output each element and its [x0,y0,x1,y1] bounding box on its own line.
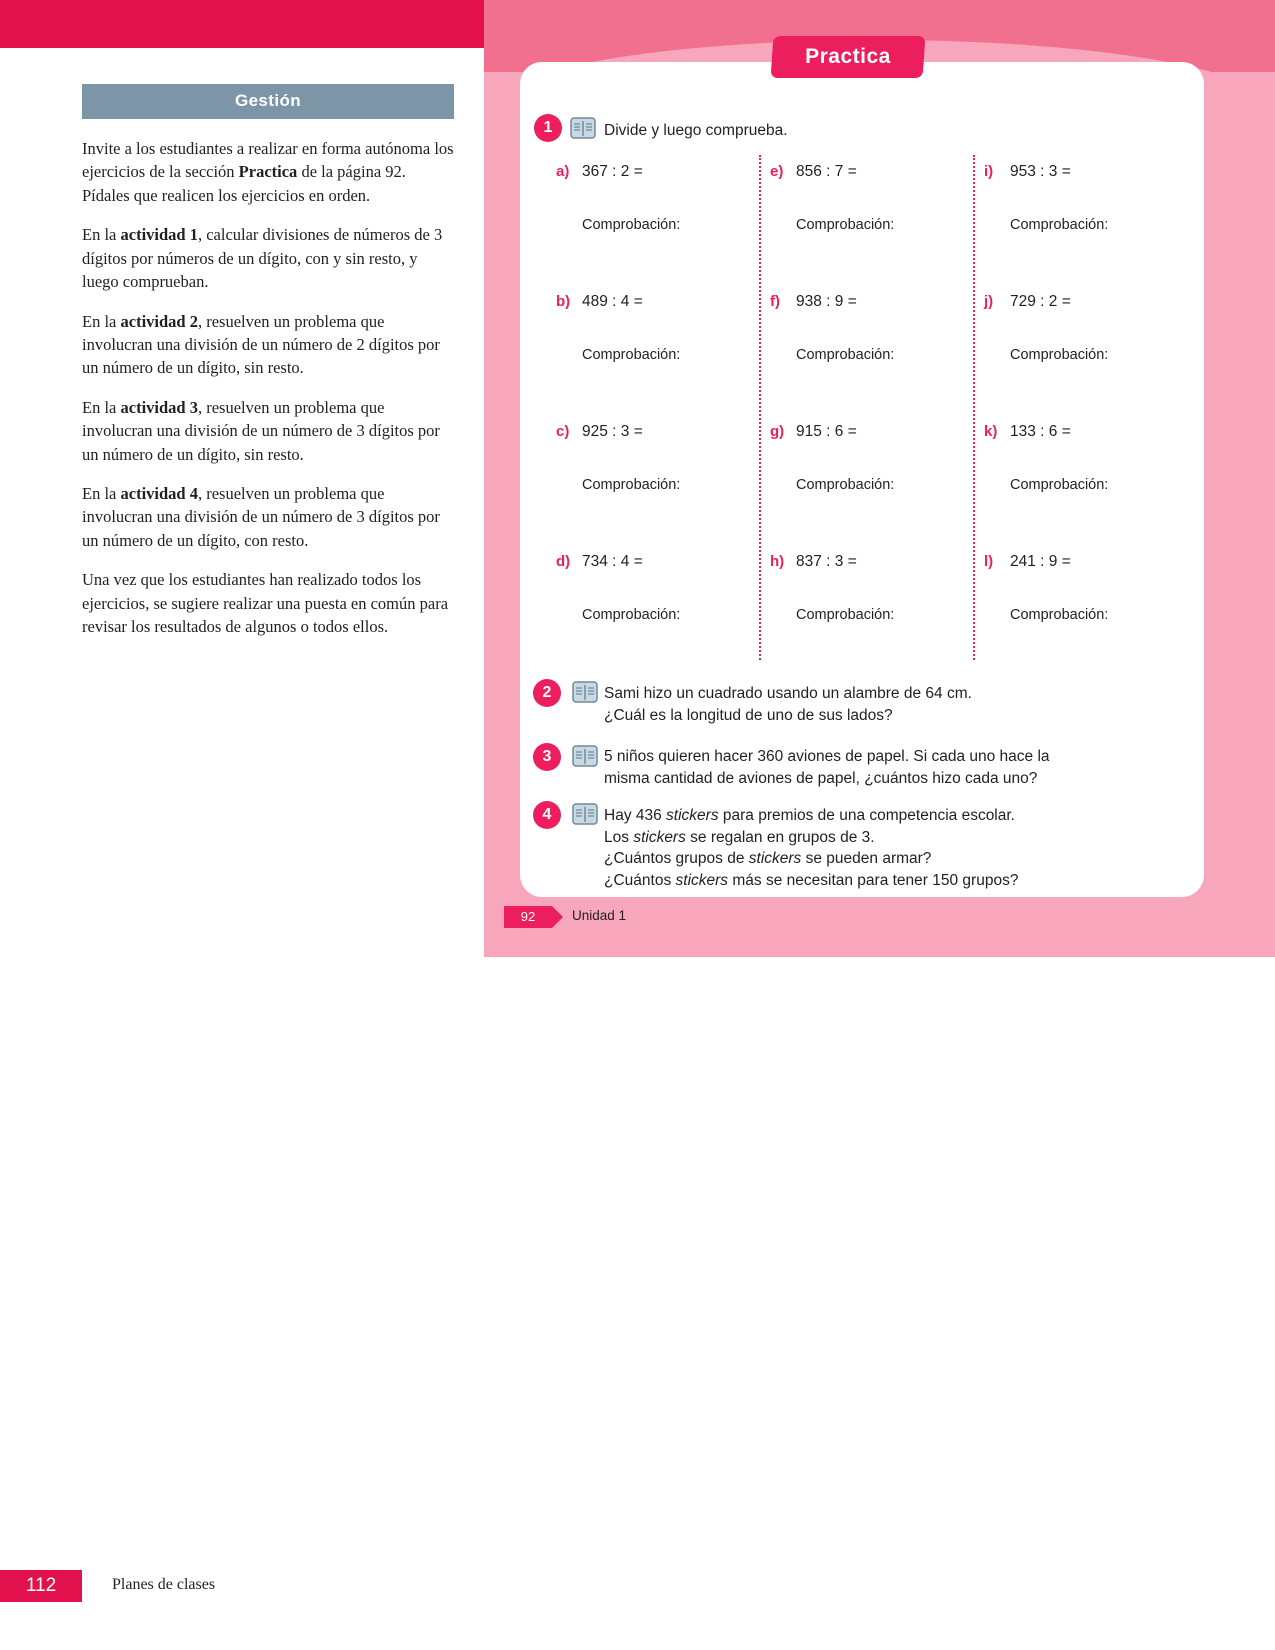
exercise-label: b) [556,293,571,310]
exercise-label: e) [770,163,784,180]
exercise-item [556,423,756,493]
teacher-notes-column [82,84,454,639]
exercise-expression: 856 : 7 = [796,163,857,180]
comprobacion-label: Comprobación: [796,607,895,623]
activity-4-text [604,805,1164,892]
a4-l4-a: ¿Cuántos [604,872,676,890]
a4-l2-a: Los [604,828,634,846]
exercise-item [770,553,970,623]
exercise-item [556,163,756,233]
activity-4-badge: 4 [533,801,561,829]
footer-page-number: 112 [25,1575,57,1596]
exercise-label: j) [984,293,994,310]
top-accent-band [0,0,484,48]
comprobacion-label: Comprobación: [796,217,895,233]
activity-4-line-1 [604,805,1164,827]
activity-2-line-1: Sami hizo un cuadrado usando un alambre de 64 cm. [604,685,972,702]
gestion-paragraph-6: Una vez que los estudiantes han realizado todos los ejercicios, se sugiere realizar una puesta en común para revisar los resultados de algunos o todos ellos. [82,570,449,637]
exercise-expression: 837 : 3 = [796,553,857,570]
activity-2-text [604,683,1164,726]
activity-3-text [604,746,1164,789]
unit-label: Unidad 1 [572,908,627,923]
exercise-item [984,293,1184,363]
exercise-item [984,553,1184,623]
a4-l3-b: se pueden armar? [801,850,932,868]
exercise-item [770,293,970,363]
exercise-item [770,423,970,493]
a4-l2-i: stickers [633,828,686,846]
exercise-label: d) [556,553,571,570]
book-icon [572,680,598,704]
comprobacion-label: Comprobación: [582,477,681,493]
activity-3-line-2: misma cantidad de aviones de papel, ¿cuántos hizo cada uno? [604,769,1038,787]
practica-tab-label: Practica [805,45,891,68]
activity-1-badge: 1 [534,114,562,142]
page-number-tab [504,906,552,928]
comprobacion-label: Comprobación: [796,347,895,363]
page-number: 92 [520,909,536,924]
book-icon [572,802,598,826]
exercise-expression: 489 : 4 = [582,293,643,310]
exercise-expression: 915 : 6 = [796,423,857,440]
a4-l1-a: Hay 436 [604,807,667,824]
exercise-expression: 938 : 9 = [796,293,857,310]
gestion-paragraph-2: En la actividad 1, calcular divisiones de números de 3 dígitos por números de un dígito, con y sin resto, y luego comprueban. [82,225,443,292]
exercise-label: i) [984,163,994,180]
practica-tab [771,36,926,78]
comprobacion-label: Comprobación: [1010,607,1109,623]
grid-divider-1 [759,155,761,660]
exercise-item [556,293,756,363]
activity-1-instruction: Divide y luego comprueba. [604,122,788,139]
footer-page-tab [0,1570,82,1602]
comprobacion-label: Comprobación: [582,217,681,233]
comprobacion-label: Comprobación: [1010,477,1109,493]
exercise-label: k) [984,423,998,440]
exercise-label: f) [770,293,780,310]
activity-3-line-1: 5 niños quieren hacer 360 aviones de papel. Si cada uno hace la [604,748,1050,765]
comprobacion-label: Comprobación: [582,347,681,363]
comprobacion-label: Comprobación: [796,477,895,493]
exercise-label: h) [770,553,785,570]
exercise-label: l) [984,553,994,570]
exercise-label: c) [556,423,570,440]
exercise-expression: 133 : 6 = [1010,423,1071,440]
activity-4-line-4 [604,870,1164,892]
exercise-item [556,553,756,623]
comprobacion-label: Comprobación: [582,607,681,623]
exercise-expression: 953 : 3 = [1010,163,1071,180]
exercise-column-1 [556,155,756,660]
a4-l1-i: stickers [666,807,719,824]
gestion-paragraph-3: En la actividad 2, resuelven un problema que involucran una división de un número de 2 dígitos por un número de un dígito, sin resto. [82,311,440,378]
activity-3-badge: 3 [533,743,561,771]
activity-2-badge: 2 [533,679,561,707]
gestion-paragraph-4: En la actividad 3, resuelven un problema que involucran una división de un número de 3 dígitos por un número de un dígito, sin resto. [82,397,440,464]
a4-l3-a: ¿Cuántos grupos de [604,850,749,868]
grid-divider-2 [973,155,975,660]
exercise-label: a) [556,163,570,180]
exercise-grid [556,155,1196,660]
book-icon [570,116,596,140]
exercise-expression: 367 : 2 = [582,163,643,180]
a4-l4-b: más se necesitan para tener 150 grupos? [728,872,1019,890]
a4-l1-b: para premios de una competencia escolar. [718,807,1015,824]
gestion-paragraph-1: Invite a los estudiantes a realizar en forma autónoma los ejercicios de la sección Practica de la página 92. Pídales que realicen los ejercicios en orden. [82,139,454,205]
a4-l4-i: stickers [675,872,729,890]
exercise-column-3 [984,155,1184,660]
activity-2-line-2: ¿Cuál es la longitud de uno de sus lados? [604,706,893,724]
a4-l2-b: se regalan en grupos de 3. [685,828,875,846]
book-icon [572,744,598,768]
exercise-expression: 729 : 2 = [1010,293,1071,310]
exercise-item [984,163,1184,233]
gestion-header: Gestión [82,84,454,119]
comprobacion-label: Comprobación: [1010,217,1109,233]
exercise-item [770,163,970,233]
activity-4-line-3 [604,848,1164,870]
a4-l3-i: stickers [748,850,802,868]
exercise-column-2 [770,155,970,660]
exercise-expression: 241 : 9 = [1010,553,1071,570]
comprobacion-label: Comprobación: [1010,347,1109,363]
exercise-expression: 734 : 4 = [582,553,643,570]
gestion-paragraph-5: En la actividad 4, resuelven un problema que involucran una división de un número de 3 dígitos por un número de un dígito, con resto. [82,484,440,550]
activity-4-line-2 [604,827,1164,849]
exercise-expression: 925 : 3 = [582,423,643,440]
exercise-item [984,423,1184,493]
exercise-label: g) [770,423,785,440]
footer-label: Planes de clases [112,1576,216,1593]
